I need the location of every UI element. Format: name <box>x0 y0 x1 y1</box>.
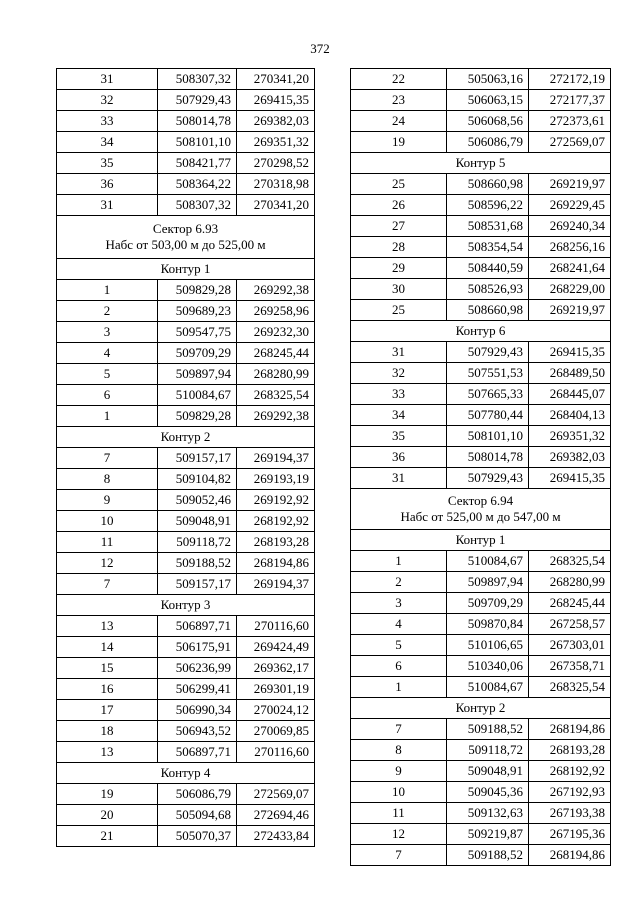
x-coordinate-cell: 510340,06 <box>447 656 529 677</box>
table-row <box>57 322 315 343</box>
x-coordinate-cell: 510084,67 <box>158 385 237 406</box>
x-coordinate-cell: 507551,53 <box>447 363 529 384</box>
table-row <box>57 637 315 658</box>
point-number-cell: 36 <box>57 174 158 195</box>
y-coordinate-cell: 269219,97 <box>529 300 611 321</box>
y-coordinate-cell: 272177,37 <box>529 90 611 111</box>
x-coordinate-cell: 509052,46 <box>158 490 237 511</box>
x-coordinate-cell: 509048,91 <box>447 761 529 782</box>
y-coordinate-cell: 270069,85 <box>237 721 315 742</box>
point-number-cell: 14 <box>57 637 158 658</box>
point-number-cell: 11 <box>57 532 158 553</box>
y-coordinate-cell: 268325,54 <box>529 551 611 572</box>
point-number-cell: 7 <box>57 448 158 469</box>
point-number-cell: 5 <box>57 364 158 385</box>
point-number-cell: 2 <box>351 572 447 593</box>
x-coordinate-cell: 508421,77 <box>158 153 237 174</box>
x-coordinate-cell: 509709,29 <box>158 343 237 364</box>
x-coordinate-cell: 510084,67 <box>447 677 529 698</box>
y-coordinate-cell: 269415,35 <box>529 342 611 363</box>
x-coordinate-cell: 505070,37 <box>158 826 237 847</box>
y-coordinate-cell: 270298,52 <box>237 153 315 174</box>
point-number-cell: 31 <box>351 342 447 363</box>
y-coordinate-cell: 268280,99 <box>529 572 611 593</box>
contour-header: Контур 2 <box>351 698 611 719</box>
point-number-cell: 10 <box>57 511 158 532</box>
contour-header: Контур 5 <box>351 153 611 174</box>
y-coordinate-cell: 268192,92 <box>529 761 611 782</box>
table-row <box>351 363 611 384</box>
point-number-cell: 1 <box>351 551 447 572</box>
y-coordinate-cell: 267192,93 <box>529 782 611 803</box>
table-row <box>351 468 611 489</box>
point-number-cell: 2 <box>57 301 158 322</box>
point-number-cell: 33 <box>351 384 447 405</box>
point-number-cell: 23 <box>351 90 447 111</box>
point-number-cell: 1 <box>57 280 158 301</box>
x-coordinate-cell: 509045,36 <box>447 782 529 803</box>
table-row <box>351 635 611 656</box>
table-row <box>351 426 611 447</box>
table-row <box>57 195 315 216</box>
y-coordinate-cell: 267258,57 <box>529 614 611 635</box>
table-row <box>351 761 611 782</box>
x-coordinate-cell: 509547,75 <box>158 322 237 343</box>
x-coordinate-cell: 506943,52 <box>158 721 237 742</box>
point-number-cell: 5 <box>351 635 447 656</box>
table-row <box>351 740 611 761</box>
table-row <box>57 721 315 742</box>
y-coordinate-cell: 268404,13 <box>529 405 611 426</box>
y-coordinate-cell: 268194,86 <box>237 553 315 574</box>
x-coordinate-cell: 506063,15 <box>447 90 529 111</box>
x-coordinate-cell: 507665,33 <box>447 384 529 405</box>
y-coordinate-cell: 267195,36 <box>529 824 611 845</box>
y-coordinate-cell: 270116,60 <box>237 742 315 763</box>
y-coordinate-cell: 268280,99 <box>237 364 315 385</box>
point-number-cell: 27 <box>351 216 447 237</box>
point-number-cell: 1 <box>57 406 158 427</box>
table-row <box>57 805 315 826</box>
point-number-cell: 32 <box>351 363 447 384</box>
y-coordinate-cell: 268256,16 <box>529 237 611 258</box>
y-coordinate-cell: 269258,96 <box>237 301 315 322</box>
y-coordinate-cell: 269415,35 <box>237 90 315 111</box>
point-number-cell: 34 <box>351 405 447 426</box>
point-number-cell: 25 <box>351 174 447 195</box>
point-number-cell: 36 <box>351 447 447 468</box>
point-number-cell: 4 <box>351 614 447 635</box>
sector-header-row <box>57 216 315 259</box>
table-row <box>351 572 611 593</box>
contour-header: Контур 2 <box>57 427 315 448</box>
x-coordinate-cell: 508531,68 <box>447 216 529 237</box>
right-coordinates-table <box>350 68 610 866</box>
y-coordinate-cell: 269292,38 <box>237 280 315 301</box>
table-row <box>57 153 315 174</box>
y-coordinate-cell: 269232,30 <box>237 322 315 343</box>
point-number-cell: 9 <box>57 490 158 511</box>
table-row <box>57 532 315 553</box>
point-number-cell: 1 <box>351 677 447 698</box>
x-coordinate-cell: 508014,78 <box>447 447 529 468</box>
x-coordinate-cell: 509157,17 <box>158 448 237 469</box>
y-coordinate-cell: 269192,92 <box>237 490 315 511</box>
point-number-cell: 32 <box>57 90 158 111</box>
y-coordinate-cell: 268245,44 <box>237 343 315 364</box>
table-row <box>57 658 315 679</box>
x-coordinate-cell: 506299,41 <box>158 679 237 700</box>
table-row <box>351 258 611 279</box>
y-coordinate-cell: 270341,20 <box>237 69 315 90</box>
x-coordinate-cell: 509118,72 <box>158 532 237 553</box>
table-row <box>57 553 315 574</box>
table-row <box>57 343 315 364</box>
y-coordinate-cell: 268489,50 <box>529 363 611 384</box>
point-number-cell: 3 <box>57 322 158 343</box>
contour-header-row <box>351 153 611 174</box>
point-number-cell: 18 <box>57 721 158 742</box>
y-coordinate-cell: 269194,37 <box>237 448 315 469</box>
point-number-cell: 29 <box>351 258 447 279</box>
point-number-cell: 3 <box>351 593 447 614</box>
table-row <box>57 616 315 637</box>
point-number-cell: 35 <box>351 426 447 447</box>
point-number-cell: 21 <box>57 826 158 847</box>
table-row <box>57 111 315 132</box>
y-coordinate-cell: 268194,86 <box>529 845 611 866</box>
point-number-cell: 16 <box>57 679 158 700</box>
y-coordinate-cell: 269351,32 <box>529 426 611 447</box>
x-coordinate-cell: 508660,98 <box>447 300 529 321</box>
x-coordinate-cell: 506236,99 <box>158 658 237 679</box>
table-row <box>57 574 315 595</box>
table-row <box>351 614 611 635</box>
table-row <box>351 551 611 572</box>
table-row <box>57 385 315 406</box>
table-row <box>351 132 611 153</box>
y-coordinate-cell: 272569,07 <box>529 132 611 153</box>
y-coordinate-cell: 268325,54 <box>529 677 611 698</box>
table-row <box>351 216 611 237</box>
x-coordinate-cell: 508364,22 <box>158 174 237 195</box>
table-row <box>351 90 611 111</box>
table-row <box>351 111 611 132</box>
x-coordinate-cell: 510084,67 <box>447 551 529 572</box>
table-row <box>351 237 611 258</box>
table-row <box>351 195 611 216</box>
x-coordinate-cell: 509709,29 <box>447 593 529 614</box>
point-number-cell: 31 <box>57 69 158 90</box>
point-number-cell: 9 <box>351 761 447 782</box>
y-coordinate-cell: 272569,07 <box>237 784 315 805</box>
table-row <box>57 679 315 700</box>
x-coordinate-cell: 509188,52 <box>158 553 237 574</box>
table-row <box>57 406 315 427</box>
y-coordinate-cell: 267358,71 <box>529 656 611 677</box>
point-number-cell: 6 <box>57 385 158 406</box>
point-number-cell: 7 <box>351 845 447 866</box>
point-number-cell: 15 <box>57 658 158 679</box>
x-coordinate-cell: 507929,43 <box>158 90 237 111</box>
x-coordinate-cell: 505063,16 <box>447 69 529 90</box>
x-coordinate-cell: 507929,43 <box>447 468 529 489</box>
x-coordinate-cell: 509048,91 <box>158 511 237 532</box>
contour-header-row <box>351 530 611 551</box>
point-number-cell: 35 <box>57 153 158 174</box>
point-number-cell: 31 <box>57 195 158 216</box>
sector-header <box>57 216 315 259</box>
point-number-cell: 19 <box>351 132 447 153</box>
y-coordinate-cell: 272373,61 <box>529 111 611 132</box>
point-number-cell: 33 <box>57 111 158 132</box>
table-row <box>351 300 611 321</box>
table-row <box>351 279 611 300</box>
y-coordinate-cell: 267193,38 <box>529 803 611 824</box>
x-coordinate-cell: 509104,82 <box>158 469 237 490</box>
table-row <box>57 784 315 805</box>
y-coordinate-cell: 272433,84 <box>237 826 315 847</box>
table-row <box>351 677 611 698</box>
table-row <box>351 405 611 426</box>
x-coordinate-cell: 509829,28 <box>158 280 237 301</box>
x-coordinate-cell: 508014,78 <box>158 111 237 132</box>
point-number-cell: 6 <box>351 656 447 677</box>
table-row <box>351 447 611 468</box>
x-coordinate-cell: 506897,71 <box>158 742 237 763</box>
table-row <box>57 280 315 301</box>
table-row <box>351 845 611 866</box>
table-row <box>351 824 611 845</box>
point-number-cell: 11 <box>351 803 447 824</box>
y-coordinate-cell: 269351,32 <box>237 132 315 153</box>
point-number-cell: 20 <box>57 805 158 826</box>
y-coordinate-cell: 269301,19 <box>237 679 315 700</box>
point-number-cell: 12 <box>351 824 447 845</box>
page-number: 372 <box>310 41 330 56</box>
y-coordinate-cell: 267303,01 <box>529 635 611 656</box>
x-coordinate-cell: 510106,65 <box>447 635 529 656</box>
y-coordinate-cell: 269362,17 <box>237 658 315 679</box>
y-coordinate-cell: 269382,03 <box>529 447 611 468</box>
x-coordinate-cell: 508307,32 <box>158 69 237 90</box>
y-coordinate-cell: 268193,28 <box>237 532 315 553</box>
y-coordinate-cell: 272694,46 <box>237 805 315 826</box>
contour-header: Контур 3 <box>57 595 315 616</box>
sector-title: Сектор 6.94 <box>447 493 514 508</box>
y-coordinate-cell: 269415,35 <box>529 468 611 489</box>
point-number-cell: 34 <box>57 132 158 153</box>
x-coordinate-cell: 509188,52 <box>447 719 529 740</box>
x-coordinate-cell: 506086,79 <box>447 132 529 153</box>
point-number-cell: 17 <box>57 700 158 721</box>
x-coordinate-cell: 506086,79 <box>158 784 237 805</box>
point-number-cell: 26 <box>351 195 447 216</box>
table-row <box>57 469 315 490</box>
table-row <box>57 132 315 153</box>
x-coordinate-cell: 506990,34 <box>158 700 237 721</box>
x-coordinate-cell: 505094,68 <box>158 805 237 826</box>
table-row <box>351 656 611 677</box>
table-row <box>57 511 315 532</box>
y-coordinate-cell: 269382,03 <box>237 111 315 132</box>
point-number-cell: 28 <box>351 237 447 258</box>
y-coordinate-cell: 268245,44 <box>529 593 611 614</box>
y-coordinate-cell: 270024,12 <box>237 700 315 721</box>
x-coordinate-cell: 509870,84 <box>447 614 529 635</box>
y-coordinate-cell: 269240,34 <box>529 216 611 237</box>
x-coordinate-cell: 506068,56 <box>447 111 529 132</box>
x-coordinate-cell: 508354,54 <box>447 237 529 258</box>
x-coordinate-cell: 508526,93 <box>447 279 529 300</box>
point-number-cell: 4 <box>57 343 158 364</box>
contour-header-row <box>57 427 315 448</box>
table-row <box>57 742 315 763</box>
x-coordinate-cell: 509132,63 <box>447 803 529 824</box>
contour-header: Контур 6 <box>351 321 611 342</box>
sector-header <box>351 489 611 530</box>
y-coordinate-cell: 268192,92 <box>237 511 315 532</box>
y-coordinate-cell: 269194,37 <box>237 574 315 595</box>
contour-header: Контур 1 <box>351 530 611 551</box>
point-number-cell: 13 <box>57 616 158 637</box>
point-number-cell: 30 <box>351 279 447 300</box>
contour-header: Контур 1 <box>57 259 315 280</box>
y-coordinate-cell: 269219,97 <box>529 174 611 195</box>
table-row <box>57 490 315 511</box>
x-coordinate-cell: 508440,59 <box>447 258 529 279</box>
x-coordinate-cell: 507780,44 <box>447 405 529 426</box>
table-row <box>57 174 315 195</box>
x-coordinate-cell: 508596,22 <box>447 195 529 216</box>
table-row <box>351 593 611 614</box>
y-coordinate-cell: 268229,00 <box>529 279 611 300</box>
sector-height-range: Набс от 525,00 м до 547,00 м <box>400 509 561 524</box>
table-row <box>351 69 611 90</box>
y-coordinate-cell: 268193,28 <box>529 740 611 761</box>
left-coordinates-table <box>56 68 314 847</box>
x-coordinate-cell: 506175,91 <box>158 637 237 658</box>
x-coordinate-cell: 509118,72 <box>447 740 529 761</box>
table-row <box>351 384 611 405</box>
y-coordinate-cell: 270341,20 <box>237 195 315 216</box>
point-number-cell: 12 <box>57 553 158 574</box>
table-row <box>351 803 611 824</box>
table-row <box>57 90 315 111</box>
point-number-cell: 31 <box>351 468 447 489</box>
sector-title: Сектор 6.93 <box>152 221 219 236</box>
table-row <box>57 69 315 90</box>
table-row <box>57 700 315 721</box>
table-row <box>57 448 315 469</box>
y-coordinate-cell: 269292,38 <box>237 406 315 427</box>
x-coordinate-cell: 509829,28 <box>158 406 237 427</box>
sector-header-row <box>351 489 611 530</box>
point-number-cell: 8 <box>351 740 447 761</box>
x-coordinate-cell: 509689,23 <box>158 301 237 322</box>
x-coordinate-cell: 509219,87 <box>447 824 529 845</box>
y-coordinate-cell: 269424,49 <box>237 637 315 658</box>
contour-header-row <box>351 698 611 719</box>
x-coordinate-cell: 507929,43 <box>447 342 529 363</box>
table-row <box>351 719 611 740</box>
y-coordinate-cell: 268445,07 <box>529 384 611 405</box>
table-row <box>57 301 315 322</box>
sector-height-range: Набс от 503,00 м до 525,00 м <box>105 237 266 252</box>
x-coordinate-cell: 509157,17 <box>158 574 237 595</box>
y-coordinate-cell: 268241,64 <box>529 258 611 279</box>
contour-header-row <box>57 259 315 280</box>
table-row <box>57 364 315 385</box>
x-coordinate-cell: 509897,94 <box>447 572 529 593</box>
x-coordinate-cell: 508660,98 <box>447 174 529 195</box>
x-coordinate-cell: 508101,10 <box>158 132 237 153</box>
contour-header-row <box>351 321 611 342</box>
y-coordinate-cell: 272172,19 <box>529 69 611 90</box>
point-number-cell: 10 <box>351 782 447 803</box>
y-coordinate-cell: 269229,45 <box>529 195 611 216</box>
x-coordinate-cell: 508101,10 <box>447 426 529 447</box>
x-coordinate-cell: 509188,52 <box>447 845 529 866</box>
x-coordinate-cell: 508307,32 <box>158 195 237 216</box>
y-coordinate-cell: 269193,19 <box>237 469 315 490</box>
table-row <box>57 826 315 847</box>
point-number-cell: 8 <box>57 469 158 490</box>
contour-header-row <box>57 595 315 616</box>
contour-header: Контур 4 <box>57 763 315 784</box>
point-number-cell: 7 <box>57 574 158 595</box>
y-coordinate-cell: 270318,98 <box>237 174 315 195</box>
point-number-cell: 19 <box>57 784 158 805</box>
x-coordinate-cell: 509897,94 <box>158 364 237 385</box>
point-number-cell: 7 <box>351 719 447 740</box>
y-coordinate-cell: 270116,60 <box>237 616 315 637</box>
point-number-cell: 22 <box>351 69 447 90</box>
point-number-cell: 24 <box>351 111 447 132</box>
table-row <box>351 342 611 363</box>
y-coordinate-cell: 268194,86 <box>529 719 611 740</box>
x-coordinate-cell: 506897,71 <box>158 616 237 637</box>
point-number-cell: 13 <box>57 742 158 763</box>
table-row <box>351 782 611 803</box>
table-row <box>351 174 611 195</box>
contour-header-row <box>57 763 315 784</box>
y-coordinate-cell: 268325,54 <box>237 385 315 406</box>
point-number-cell: 25 <box>351 300 447 321</box>
